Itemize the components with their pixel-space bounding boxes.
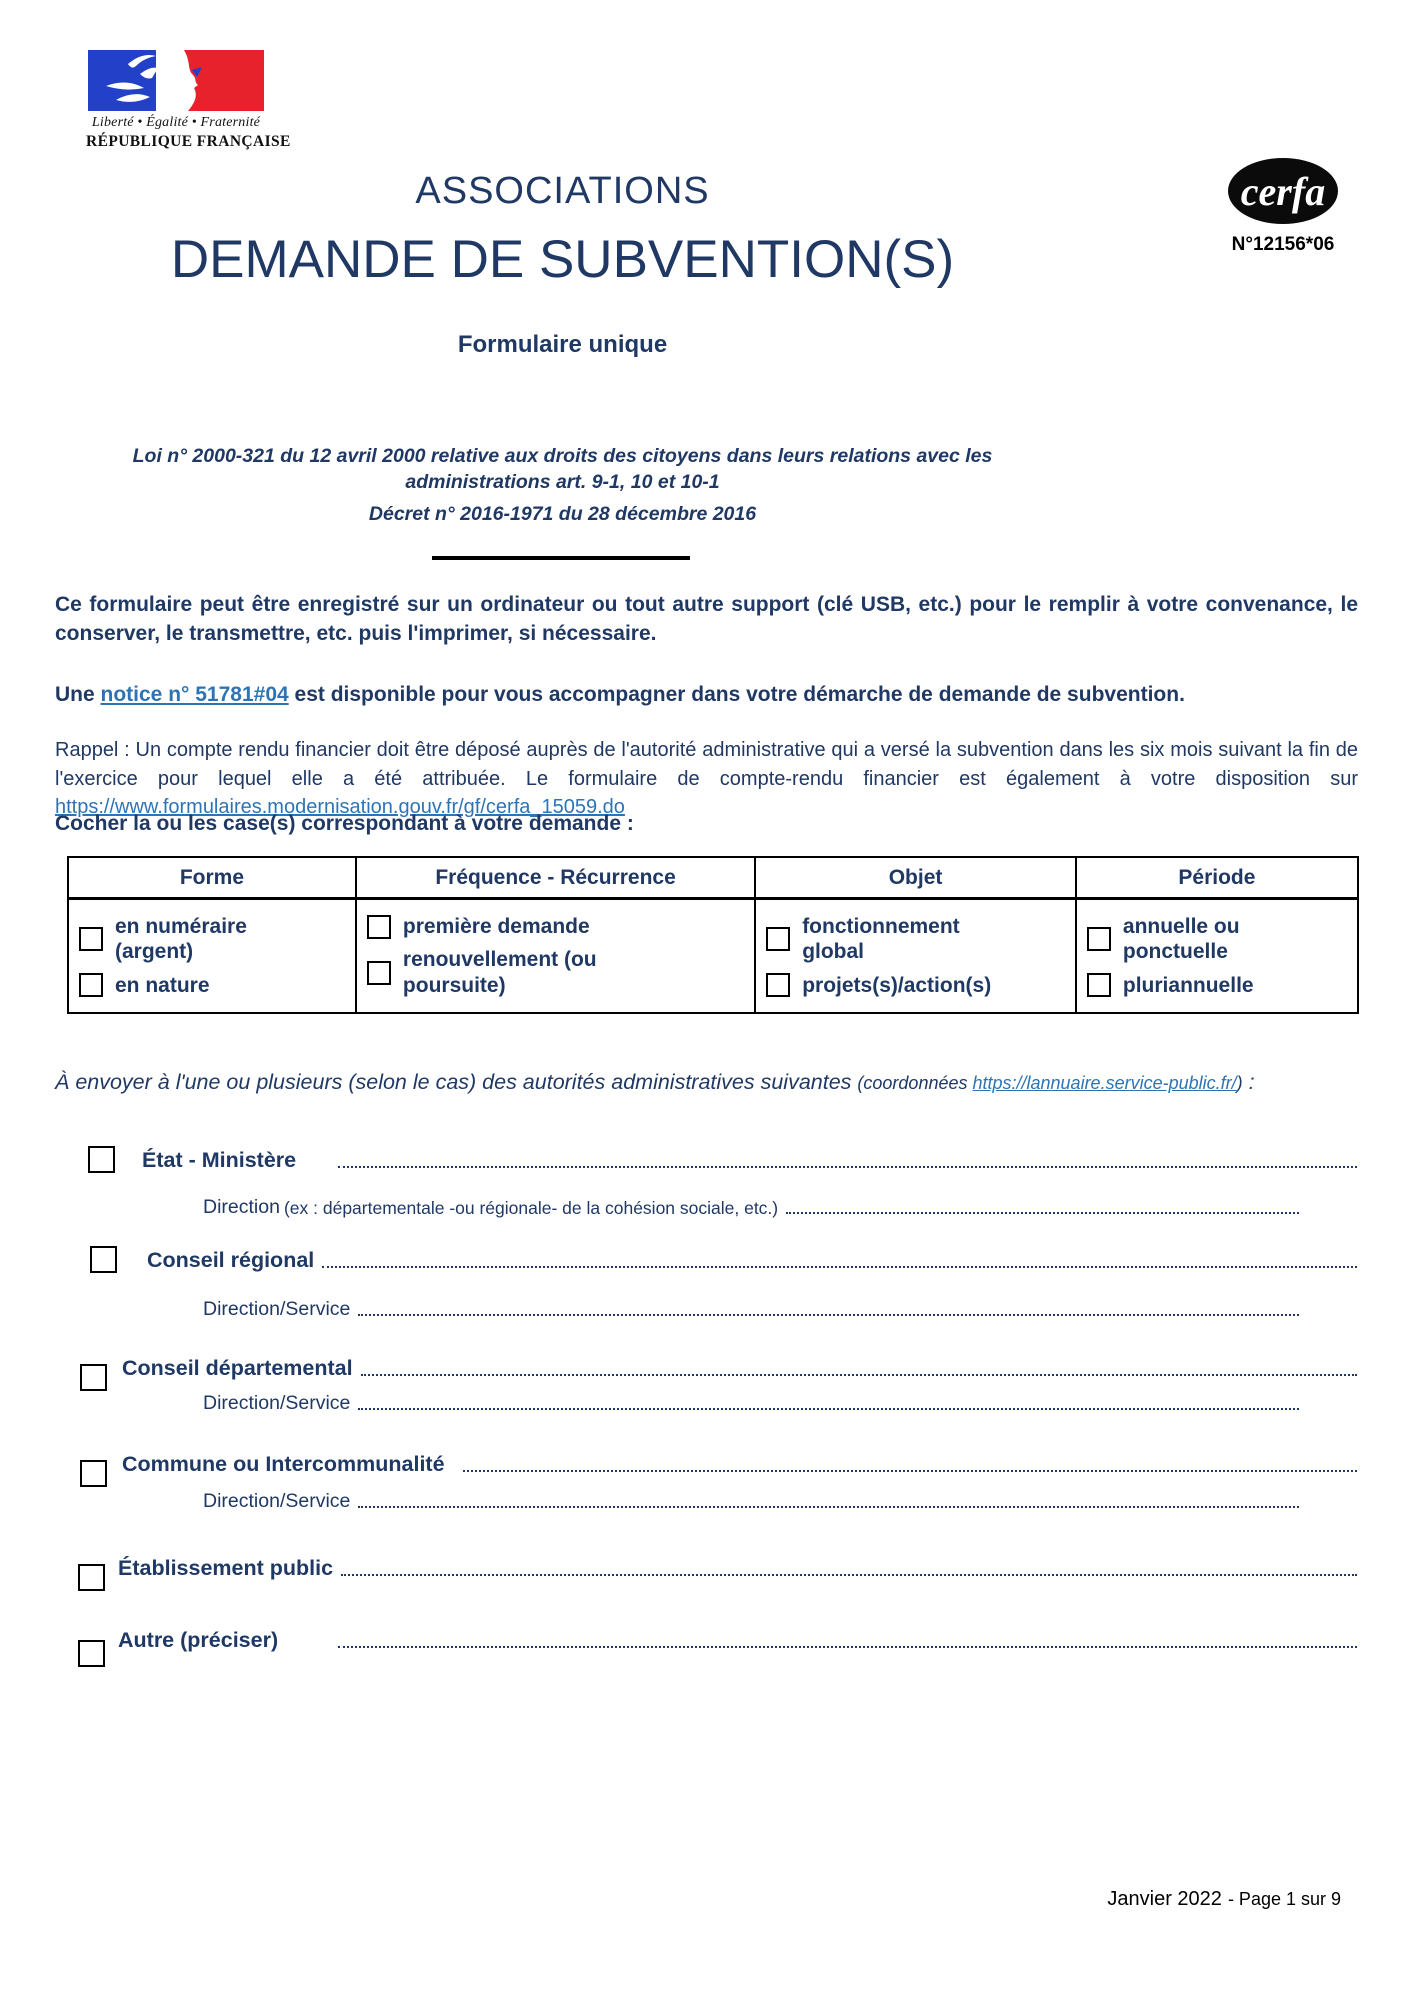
authority-sub-row <box>203 1392 1299 1415</box>
footer-date: Janvier 2022 <box>1107 1888 1222 1910</box>
page-title-demande: DEMANDE DE SUBVENTION(S) <box>170 230 955 289</box>
authority-sub-row <box>203 1490 1299 1513</box>
authority-label: Commune ou Intercommunalité <box>122 1452 445 1476</box>
column-header: Fréquence - Récurrence <box>357 858 754 900</box>
dotted-field-etat-ministere[interactable] <box>338 1165 1357 1168</box>
motto-text: Liberté • Égalité • Fraternité <box>91 115 261 130</box>
direction-service-label: Direction/Service <box>203 1298 351 1320</box>
authorities-list <box>55 0 1357 1700</box>
option-label: en numéraire (argent) <box>115 914 247 964</box>
direction-hint: (ex : départementale -ou régionale- de la cohésion sociale, etc.) <box>283 1198 779 1218</box>
intro-paragraph: Ce formulaire peut être enregistré sur un ordinateur ou tout autre support (clé USB, etc.) pour le remplir à votre convenance, le conserver, le transmettre, etc. puis l'imprimer, si nécessaire. <box>55 593 1358 645</box>
decree-reference: Décret n° 2016-1971 du 28 décembre 2016 <box>368 502 757 525</box>
svg-text:cerfa: cerfa <box>1240 169 1326 214</box>
page-footer <box>1107 1888 1341 1911</box>
checkbox-conseil-regional[interactable] <box>90 1246 117 1273</box>
checkbox-commune[interactable] <box>80 1460 107 1487</box>
option-label: en nature <box>115 973 210 997</box>
dotted-field-etat-direction[interactable] <box>786 1211 1299 1214</box>
rappel-text: Rappel : Un compte rendu financier doit être déposé auprès de l'autorité administrative qui a versé la subvention dans les six mois suivant la fin de l'exercice pour lequel elle a été attribuée. Le formulaire de compte-rendu financier est également à votre disposition sur <box>55 739 1358 790</box>
page-subtitle: Formulaire unique <box>457 331 668 358</box>
cerfa-number: N°12156*06 <box>1231 234 1335 255</box>
option-label: projets(s)/action(s) <box>802 973 992 997</box>
authority-row-commune <box>55 1452 1357 1477</box>
checkbox-autre[interactable] <box>78 1640 105 1667</box>
authority-sub-row <box>203 1298 1299 1321</box>
authority-label: État - Ministère <box>142 1148 297 1172</box>
direction-service-label: Direction/Service <box>203 1392 351 1414</box>
footer-page-number: - Page 1 sur 9 <box>1227 1889 1341 1909</box>
column-header: Forme <box>69 858 355 900</box>
republic-text: RÉPUBLIQUE FRANÇAISE <box>86 133 291 150</box>
compte-rendu-link[interactable]: https://www.formulaires.modernisation.gouv.fr/gf/cerfa_15059.do <box>55 796 625 819</box>
dotted-field-commune-direction[interactable] <box>358 1505 1299 1508</box>
option-label: pluriannuelle <box>1122 973 1254 997</box>
dotted-field-conseil-regional[interactable] <box>322 1265 1357 1268</box>
dotted-field-departemental-direction[interactable] <box>358 1407 1299 1410</box>
notice-suffix: est disponible pour vous accompagner dans votre démarche de demande de subvention. <box>288 683 1185 706</box>
authority-label: Conseil régional <box>147 1248 315 1272</box>
coordonnees-text: (coordonnées <box>857 1073 973 1093</box>
dotted-field-etablissement-public[interactable] <box>341 1573 1357 1576</box>
checkbox-conseil-departemental[interactable] <box>80 1364 107 1391</box>
dotted-field-autre[interactable] <box>338 1645 1357 1648</box>
dotted-field-commune[interactable] <box>463 1469 1357 1472</box>
send-to-text: À envoyer à l'une ou plusieurs (selon le cas) des autorités administratives suivantes <box>55 1070 858 1094</box>
authority-label: Autre (préciser) <box>118 1628 279 1652</box>
authority-label: Conseil départemental <box>122 1356 353 1380</box>
authority-row-autre <box>55 1628 1357 1653</box>
authority-row-etablissement <box>55 1556 1357 1581</box>
option-label: première demande <box>402 914 590 938</box>
lannuaire-link[interactable]: https://lannuaire.service-public.fr/ <box>972 1073 1237 1093</box>
checkbox-etat-ministere[interactable] <box>88 1146 115 1173</box>
option-label: annuelle ou ponctuelle <box>1122 914 1240 964</box>
authority-sub-row <box>203 1196 1299 1219</box>
dotted-field-regional-direction[interactable] <box>358 1313 1299 1316</box>
page-title-associations: ASSOCIATIONS <box>415 170 710 212</box>
notice-prefix: Une <box>55 683 101 706</box>
column-header: Période <box>1077 858 1357 900</box>
authority-row-etat <box>55 1148 1357 1173</box>
direction-label: Direction <box>203 1196 280 1218</box>
direction-service-label: Direction/Service <box>203 1490 351 1512</box>
authority-row-conseil-regional <box>55 1248 1357 1273</box>
coordonnees-close: ) <box>1236 1073 1243 1093</box>
authority-row-conseil-departemental <box>55 1356 1357 1381</box>
send-to-colon: : <box>1242 1070 1255 1094</box>
dotted-field-conseil-departemental[interactable] <box>361 1373 1357 1376</box>
authority-label: Établissement public <box>118 1556 334 1580</box>
option-label: fonctionnement global <box>802 914 960 964</box>
option-label: renouvellement (ou poursuite) <box>402 948 597 997</box>
law-reference: Loi n° 2000-321 du 12 avril 2000 relative aux droits des citoyens dans leurs relations avec les administrations art. 9-1, 10 et 10-1 <box>132 445 993 493</box>
notice-link[interactable]: notice n° 51781#04 <box>100 683 289 706</box>
column-header: Objet <box>756 858 1075 900</box>
checkbox-etablissement-public[interactable] <box>78 1564 105 1591</box>
check-instruction: Cocher la ou les case(s) correspondant à votre demande : <box>55 812 634 835</box>
